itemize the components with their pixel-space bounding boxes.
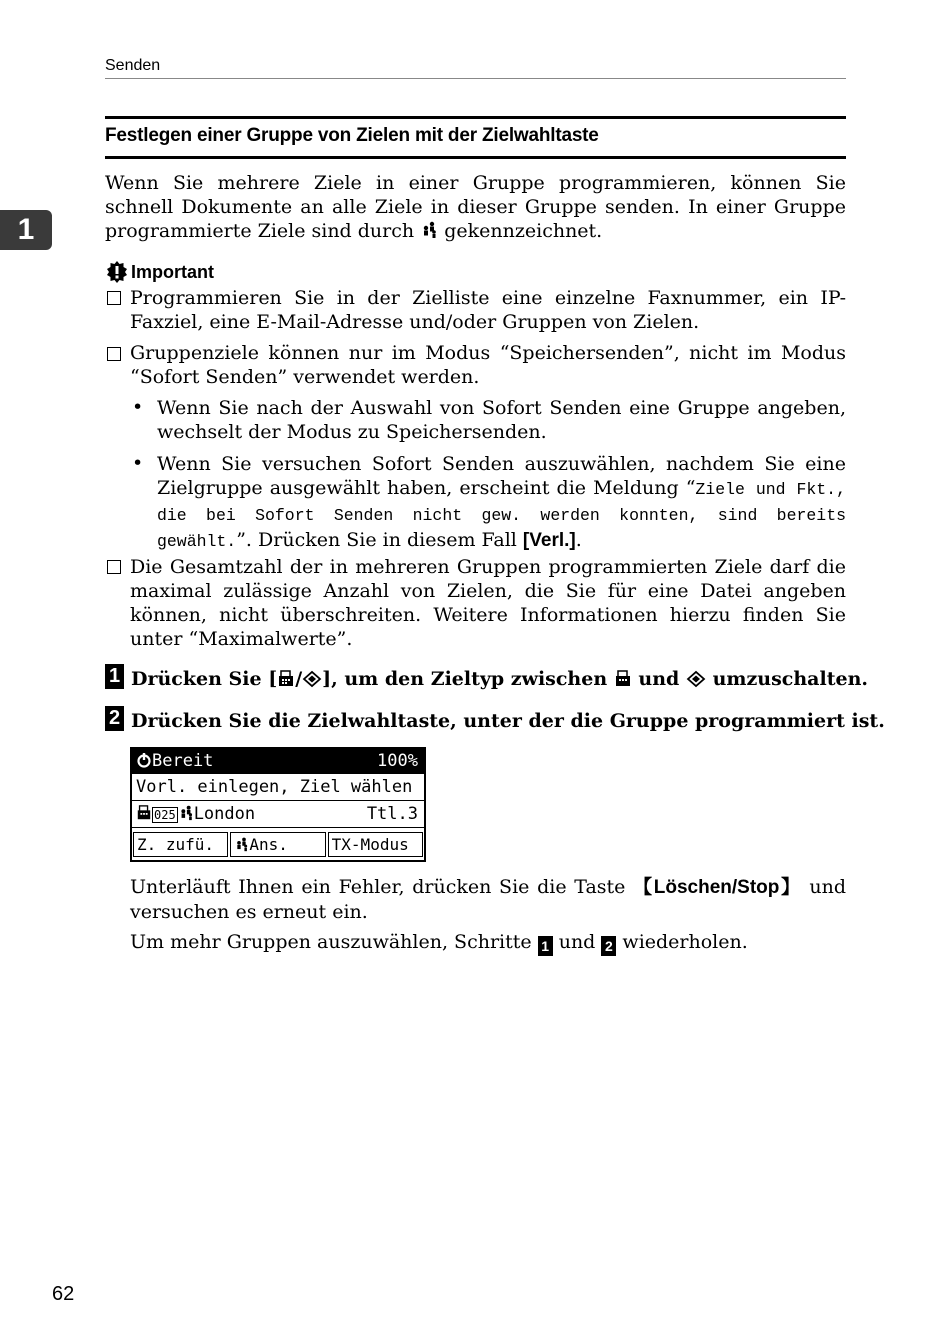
softkey-view [230,832,325,857]
fax-icon [136,805,152,821]
bullet-1: Wenn Sie nach der Auswahl von Sofort Senden eine Gruppe angeben, wechselt der Modus zu Speichersenden. [157,397,846,443]
step-1: Drücken Sie [ / ], um den Zieltyp zwischen und umzuschalten. [131,668,869,690]
important-icon [105,260,129,284]
key-verl: [Verl.] [522,530,576,551]
note-checkbox-icon [107,291,121,305]
repeat-paragraph [130,930,846,956]
chapter-tab: 1 [0,210,52,250]
step-1-text-3: und [638,668,680,690]
step-1-text: Drücken Sie [ [131,668,278,690]
note-2: Gruppenziele können nur im Modus “Speichersenden”, nicht im Modus “Sofort Senden” verwendet werden. [130,342,846,388]
lcd-softkey-row [132,829,424,859]
lcd-dest-code: 025 [154,808,176,822]
softkey-tx-mode: TX-Modus [328,832,423,857]
section-title: Festlegen einer Gruppe von Zielen mit der Zielwahltaste [105,125,599,146]
lcd-dest-name: London [193,804,256,824]
bullet-2-end: . [575,529,582,551]
step-1-text-4: umzuschalten. [712,668,869,690]
step-ref-2: 2 [601,936,616,956]
group-icon [234,837,249,852]
step-ref-1: 1 [538,936,553,956]
important-label: Important [131,261,214,282]
fax-icon [277,670,295,688]
email-icon [686,670,706,688]
softkey-add: Z. zufü. [133,832,228,857]
repeat-text: Um mehr Gruppen auszuwählen, Schritte [130,931,538,953]
section-rule-top [105,116,846,119]
error-text-after: und versuchen es erneut ein. [130,876,846,923]
repeat-mid: und [552,931,602,953]
error-text: Unterläuft Ihnen ein Fehler, drücken Sie die Taste [130,876,634,898]
lcd-destination [136,802,255,828]
running-head: Senden [105,57,161,74]
group-icon [420,221,438,239]
lcd-status-text: Bereit [152,751,214,771]
step-2: Drücken Sie die Zielwahltaste, unter der die Gruppe programmiert ist. [131,710,885,732]
bullet-2-text: Wenn Sie versuchen Sofort Senden auszuwählen, nachdem Sie eine Zielgruppe ausgewählt haben, erscheint die Meldung “ [157,453,846,499]
bullet-2 [157,452,846,554]
lcd-status [136,749,213,774]
note-1: Programmieren Sie in der Zielliste eine einzelne Faxnummer, ein IP-Faxziel, eine E-Mail-Adresse und/oder Gruppen von Zielen. [130,287,846,333]
important-heading [105,260,214,284]
lcd-message-row [132,775,424,801]
intro-text: Wenn Sie mehrere Ziele in einer Gruppe programmieren, können Sie schnell Dokumente an alle Ziele in dieser Gruppe senden. In einer Gruppe programmierte Ziele sind durch [105,172,846,242]
error-paragraph [130,875,846,924]
lcd-destination-row [132,802,424,828]
softkey-view-label: Ans. [249,835,288,854]
note-checkbox-icon [107,347,121,361]
lcd-status-row [132,749,424,774]
bullet-icon: • [132,452,144,474]
group-icon [178,805,194,821]
lcd-display [130,747,426,862]
lcd-memory: 100% [377,751,418,771]
lcd-total: Ttl.3 [366,804,418,824]
repeat-end: wiederholen. [616,931,748,953]
lcd-message: Vorl. einlegen, Ziel wählen [136,777,413,797]
display-message: Ziele und Fkt., die bei Sofort Senden nicht gew. werden konnten, sind bereits gewählt. [157,480,846,551]
note-3: Die Gesamtzahl der in mehreren Gruppen programmierten Ziele darf die maximal zulässige Anzahl von Zielen, die Sie für eine Datei angeben können, nicht überschreiten. Weitere Informationen hierzu finden Sie unter “Maximalwerte”. [130,556,846,650]
power-icon [136,752,152,768]
bullet-icon: • [132,396,144,418]
bullet-2-text-after: ”. Drücken Sie in diesem Fall [236,529,523,551]
key-clear-stop: 【Löschen/Stop】 [633,877,802,898]
header-rule [105,78,846,79]
intro-text-end: gekennzeichnet. [444,220,603,242]
step-1-text-2: ], um den Zieltyp zwischen [322,668,608,690]
section-rule-bottom [105,156,846,159]
step-number: 2 [105,706,124,731]
page-number: 62 [52,1283,75,1305]
intro-paragraph [105,171,846,243]
note-checkbox-icon [107,560,121,574]
email-icon [302,670,322,688]
fax-icon [614,670,632,688]
step-number: 1 [105,664,124,689]
